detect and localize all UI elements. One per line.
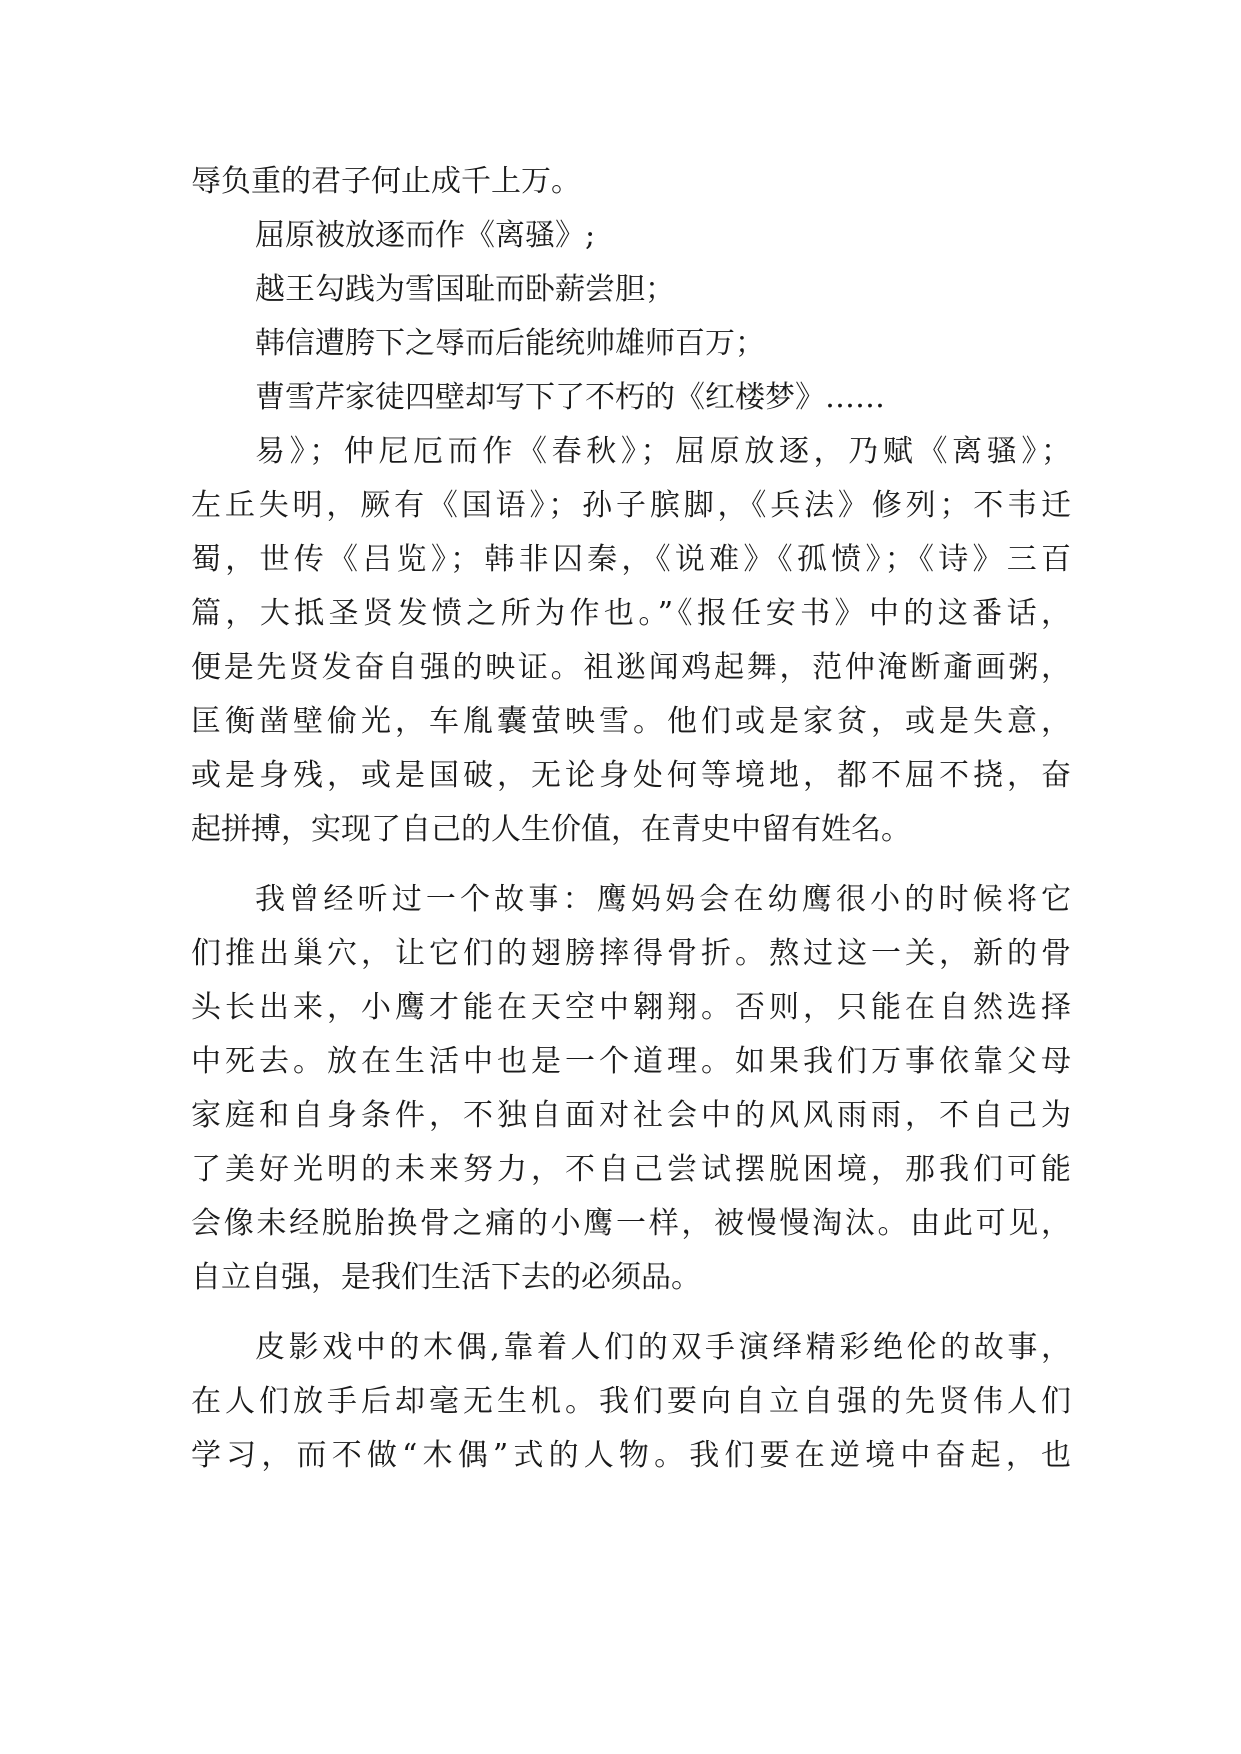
text-line: 中死去。放在生活中也是一个道理。如果我们万事依靠父母 <box>191 1044 1071 1079</box>
text-line: 便是先贤发奋自强的映证。祖逖闻鸡起舞，范仲淹断齑画粥， <box>191 650 1071 685</box>
text-line: 屈原被放逐而作《离骚》; <box>255 218 596 253</box>
text-line: 头长出来，小鹰才能在天空中翱翔。否则，只能在自然选择 <box>191 990 1071 1025</box>
paragraph-gap <box>191 1305 1071 1321</box>
text-line: 们推出巢穴，让它们的翅膀摔得骨折。熬过这一关，新的骨 <box>191 936 1071 971</box>
document-body <box>191 155 1071 1483</box>
text-line: 家庭和自身条件，不独自面对社会中的风风雨雨，不自己为 <box>191 1098 1071 1133</box>
text-line: 自立自强，是我们生活下去的必须品。 <box>191 1260 701 1295</box>
text-line: 曹雪芹家徒四壁却写下了不朽的《红楼梦》…… <box>255 380 885 415</box>
text-line: 会像未经脱胎换骨之痛的小鹰一样，被慢慢淘汰。由此可见， <box>191 1206 1071 1241</box>
text-line: 越王勾践为雪国耻而卧薪尝胆； <box>255 272 675 307</box>
text-line: 或是身残，或是国破，无论身处何等境地，都不屈不挠，奋 <box>191 758 1071 793</box>
text-line: 韩信遭胯下之辱而后能统帅雄师百万； <box>255 326 765 361</box>
text-line: 易》；仲尼厄而作《春秋》；屈原放逐，乃赋《离骚》； <box>255 434 1071 469</box>
text-line: 了美好光明的未来努力，不自己尝试摆脱困境，那我们可能 <box>191 1152 1071 1187</box>
text-line: 篇，大抵圣贤发愤之所为作也。”《报任安书》中的这番话， <box>191 596 1071 631</box>
text-line: 起拼搏，实现了自己的人生价值，在青史中留有姓名。 <box>191 812 911 847</box>
text-line: 皮影戏中的木偶,靠着人们的双手演绎精彩绝伦的故事， <box>255 1330 1071 1365</box>
text-line: 我曾经听过一个故事：鹰妈妈会在幼鹰很小的时候将它 <box>255 882 1071 917</box>
text-line: 左丘失明，厥有《国语》；孙子膑脚，《兵法》修列；不韦迁 <box>191 488 1071 523</box>
paragraph-gap <box>191 857 1071 873</box>
text-line: 在人们放手后却毫无生机。我们要向自立自强的先贤伟人们 <box>191 1384 1071 1419</box>
text-line: 学习，而不做“木偶”式的人物。我们要在逆境中奋起，也 <box>191 1438 1071 1473</box>
text-line: 辱负重的君子何止成千上万。 <box>191 164 581 199</box>
text-line: 蜀，世传《吕览》；韩非囚秦，《说难》《孤愤》；《诗》三百 <box>191 542 1071 577</box>
text-line: 匡衡凿壁偷光，车胤囊萤映雪。他们或是家贫，或是失意， <box>191 704 1071 739</box>
